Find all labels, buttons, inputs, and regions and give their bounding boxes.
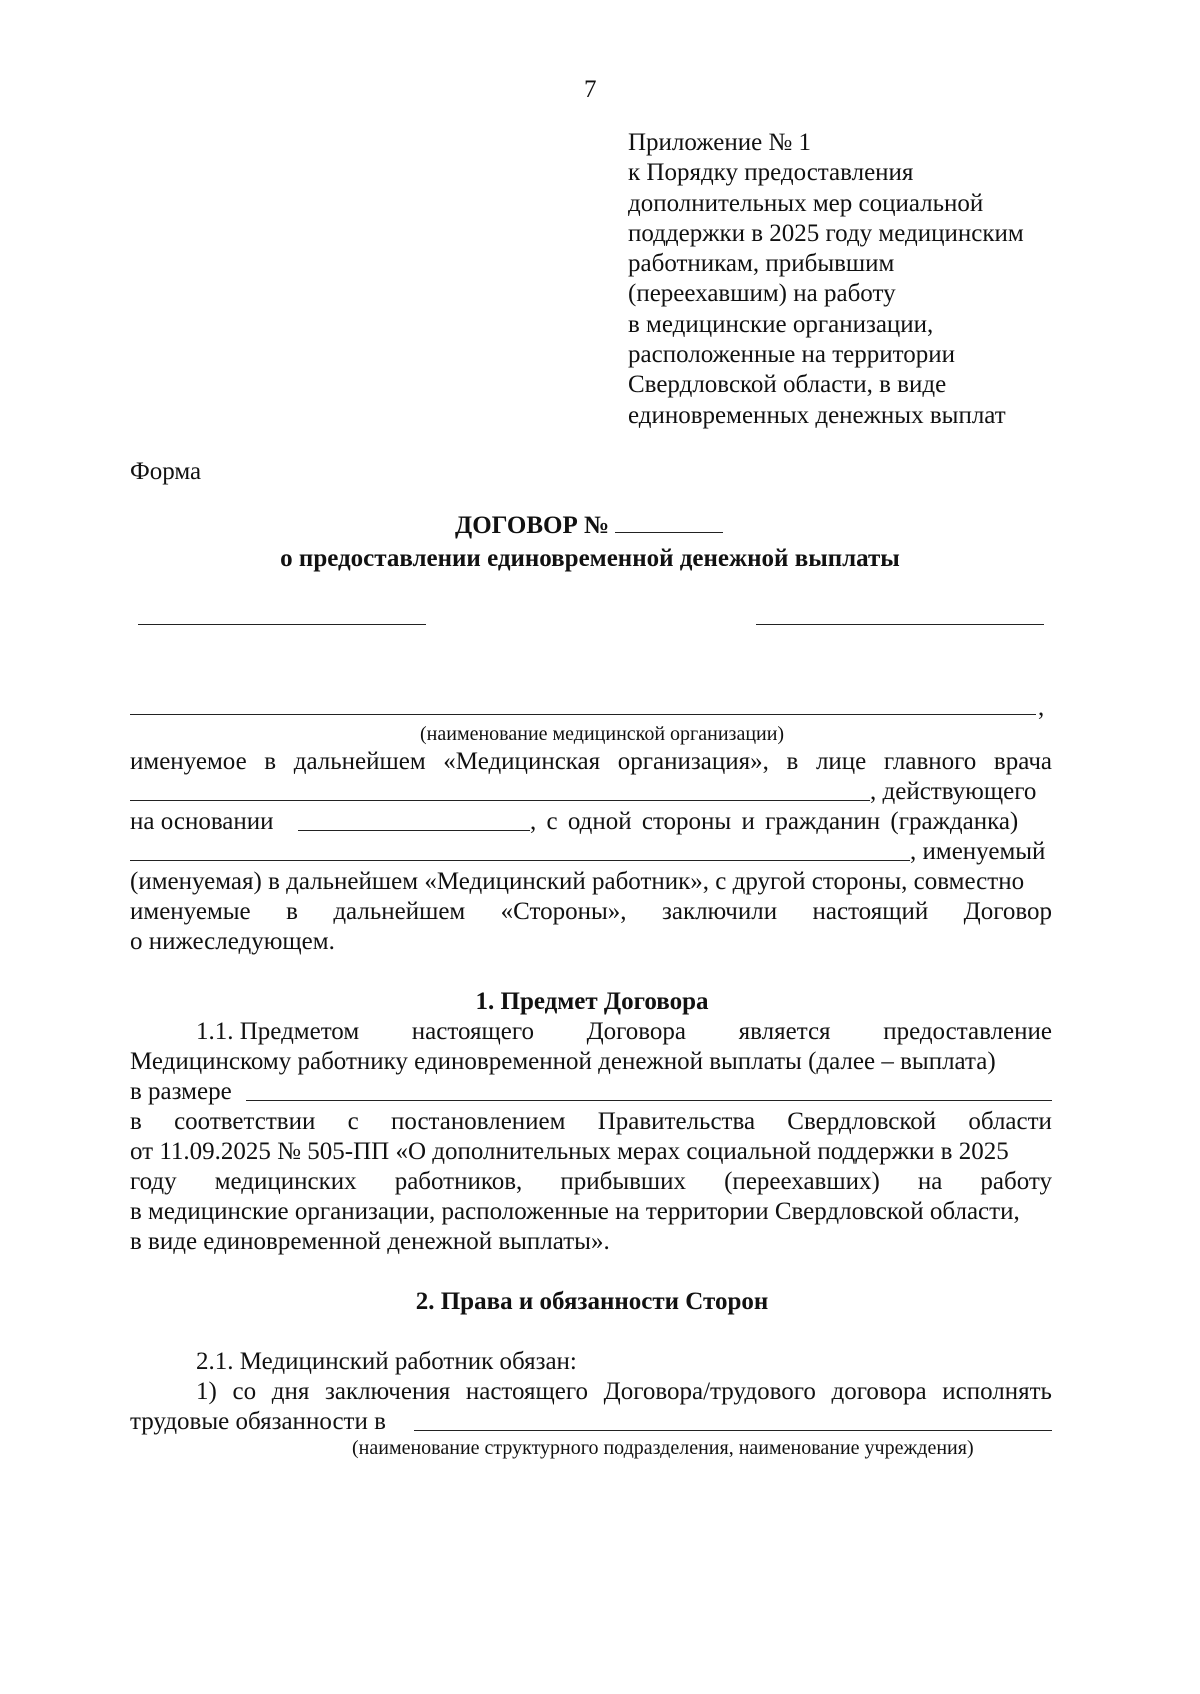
appendix-line: (переехавшим) на работу: [628, 280, 896, 308]
word: (переехавших): [724, 1168, 880, 1195]
word: именуемое: [130, 748, 247, 775]
section-1-line-4: [130, 1106, 1052, 1138]
word: именуемые: [130, 898, 251, 925]
word: году: [130, 1168, 177, 1195]
intro-line-5: (именуемая) в дальнейшем «Медицинский работник», с другой стороны, совместно: [130, 868, 1025, 895]
page-number: 7: [584, 76, 597, 103]
word: постановлением: [390, 1108, 566, 1135]
intro-line-3-a: на основании: [130, 808, 274, 835]
word: прибывших: [560, 1168, 687, 1195]
word: Договора/трудового: [603, 1378, 816, 1405]
place-blank: [138, 624, 426, 625]
word: настоящий: [812, 898, 929, 925]
section-2-line-1: 2.1. Медицинский работник обязан:: [196, 1348, 577, 1375]
appendix-line: единовременных денежных выплат: [628, 401, 1006, 429]
citizen-name-blank: [130, 860, 910, 861]
section-1-line-2: Медицинскому работнику единовременной денежной выплаты (далее – выплата): [130, 1048, 996, 1075]
word: дальнейшем: [333, 898, 466, 925]
word: медицинских: [214, 1168, 357, 1195]
word: соответствии: [174, 1108, 316, 1135]
section-2-line-3: трудовые обязанности в: [130, 1408, 386, 1435]
word: в: [786, 748, 799, 775]
word: главного: [883, 748, 977, 775]
section-1-line-6: [130, 1166, 1052, 1198]
section-1-heading: 1. Предмет Договора: [475, 988, 709, 1015]
contract-number-blank: [615, 510, 723, 533]
appendix-lines: [628, 128, 1024, 431]
word: организация»,: [617, 748, 769, 775]
appendix-line: дополнительных мер социальной: [628, 189, 984, 217]
contract-title: [455, 510, 723, 542]
word: Договора: [586, 1018, 687, 1045]
appendix-line: в медицинские организации,: [628, 310, 934, 338]
appendix-line: расположенные на территории: [628, 341, 956, 369]
intro-line-6: [130, 896, 1052, 928]
org-name-caption: (наименование медицинской организации): [420, 723, 785, 745]
word: 1): [196, 1378, 217, 1405]
word: лице: [815, 748, 867, 775]
word: со: [232, 1378, 257, 1405]
section-1-line-3: в размере: [130, 1078, 232, 1105]
section-2-heading: 2. Права и обязанности Сторон: [415, 1288, 769, 1315]
word: с: [347, 1108, 359, 1135]
contract-title-text: ДОГОВОР №: [455, 512, 610, 539]
word: в: [130, 1108, 142, 1135]
word: заключили: [661, 898, 778, 925]
section-1-line-1: [196, 1016, 1052, 1048]
word: заключения: [324, 1378, 451, 1405]
intro-line-7: о нижеследующем.: [130, 928, 335, 955]
section-1-line-5: от 11.09.2025 № 505-ПП «О дополнительных мерах социальной поддержки в 2025: [130, 1138, 1009, 1165]
appendix-line: Приложение № 1: [628, 129, 812, 156]
org-name-blank: [130, 714, 1036, 715]
word: настоящего: [411, 1018, 534, 1045]
word: «Стороны»,: [500, 898, 627, 925]
word: области: [968, 1108, 1052, 1135]
word: Договор: [963, 898, 1052, 925]
section-1-line-8: в виде единовременной денежной выплаты».: [130, 1228, 610, 1255]
intro-line-2-tail: , действующего: [870, 778, 1037, 805]
word: работу: [980, 1168, 1052, 1195]
section-2-line-2: [196, 1376, 1052, 1408]
appendix-line: работникам, прибывшим: [628, 250, 895, 278]
appendix-block: [628, 128, 1024, 431]
form-label: Форма: [130, 458, 202, 485]
word: на: [917, 1168, 943, 1195]
appendix-line: поддержки в 2025 году медицинским: [628, 219, 1024, 247]
word: дня: [271, 1378, 310, 1405]
word: 1.1. Предметом: [196, 1018, 360, 1045]
comma: ,: [1038, 694, 1045, 721]
intro-line-1: [130, 746, 1052, 778]
basis-blank: [298, 830, 530, 831]
word: в: [264, 748, 277, 775]
appendix-line: к Порядку предоставления: [628, 159, 914, 187]
word: является: [738, 1018, 831, 1045]
word: исполнять: [942, 1378, 1052, 1405]
chief-doctor-blank: [130, 800, 870, 801]
word: Правительства: [597, 1108, 756, 1135]
contract-subtitle: о предоставлении единовременной денежной выплаты: [280, 545, 900, 572]
word: предоставление: [883, 1018, 1052, 1045]
date-blank: [756, 624, 1044, 625]
intro-line-4-tail: , именуемый: [910, 838, 1046, 865]
appendix-line: Свердловской области, в виде: [628, 371, 947, 399]
word: «Медицинская: [443, 748, 601, 775]
word: в: [286, 898, 298, 925]
intro-line-3-b: , с одной стороны и гражданин (гражданка): [530, 808, 1019, 835]
word: работников,: [394, 1168, 523, 1195]
department-blank: [414, 1430, 1052, 1431]
amount-blank: [246, 1100, 1052, 1101]
word: дальнейшем: [293, 748, 426, 775]
word: Свердловской: [787, 1108, 937, 1135]
word: врача: [993, 748, 1052, 775]
word: настоящего: [465, 1378, 589, 1405]
department-caption: (наименование структурного подразделения, наименование учреждения): [352, 1437, 974, 1459]
section-1-line-7: в медицинские организации, расположенные на территории Свердловской области,: [130, 1198, 1020, 1225]
word: договора: [831, 1378, 927, 1405]
